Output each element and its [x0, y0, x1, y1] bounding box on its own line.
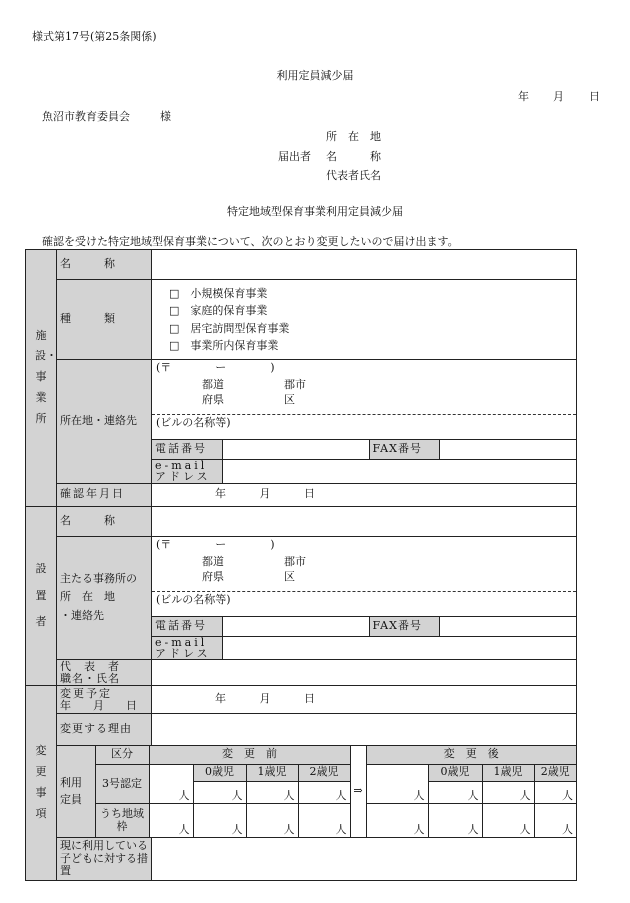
establisher-address-block	[152, 536, 577, 660]
checkbox-icon[interactable]: □	[169, 287, 180, 301]
confirm-date-field[interactable]: 年 月 日	[152, 483, 577, 506]
facility-email-label: e-mail アドレス	[152, 460, 222, 483]
checkbox-icon[interactable]: □	[169, 304, 180, 318]
recipient-suffix: 様	[160, 110, 171, 123]
form-number: 様式第17号(第25条関係)	[32, 30, 157, 43]
facility-contact-table	[152, 439, 576, 483]
submitter-label: 届出者	[278, 150, 311, 163]
before-age1-local[interactable]: 人	[246, 803, 298, 837]
facility-building-field[interactable]: (ビルの名称等)	[156, 416, 231, 429]
establisher-name-field[interactable]	[152, 506, 577, 536]
capacity-block	[57, 746, 577, 838]
row-local-label: うち地域枠	[95, 803, 149, 837]
before-age2-local[interactable]: 人	[298, 803, 350, 837]
measures-label: 現に利用している子どもに対する措置	[57, 838, 152, 881]
facility-fax-field[interactable]	[439, 440, 576, 460]
form-table	[25, 249, 577, 881]
establisher-rep-label: 代 表 者 職名・氏名	[57, 660, 152, 686]
capacity-table	[57, 746, 576, 837]
establisher-section-label: 設置者	[26, 506, 57, 686]
submitter-address-label: 所 在 地	[326, 130, 381, 143]
before-total-3go[interactable]: 人	[149, 764, 193, 803]
after-total-local[interactable]: 人	[366, 803, 428, 837]
facility-name-field[interactable]	[152, 250, 577, 280]
before-age1-label: 1歳児	[246, 764, 298, 781]
facility-type-options	[152, 280, 577, 360]
facility-type-label: 種 類	[57, 280, 152, 360]
confirm-date-label: 確認年月日	[57, 483, 152, 506]
change-date-label: 変更予定 年 月 日	[57, 686, 152, 714]
after-age0-label: 0歳児	[428, 764, 482, 781]
before-age2-label: 2歳児	[298, 764, 350, 781]
facility-tel-label: 電話番号	[152, 440, 222, 460]
change-reason-label: 変更する理由	[57, 714, 152, 746]
establisher-contact-table	[152, 616, 576, 660]
submitter-name-label: 名 称	[326, 150, 381, 163]
after-label: 変 更 後	[366, 746, 576, 764]
facility-address-label: 所在地・連絡先	[57, 360, 152, 484]
intro-text: 確認を受けた特定地域型保育事業について、次のとおり変更したいので届け出ます。	[42, 235, 459, 248]
facility-name-label: 名 称	[57, 250, 152, 280]
before-label: 変 更 前	[149, 746, 350, 764]
checkbox-icon[interactable]: □	[169, 338, 180, 352]
before-total-local[interactable]: 人	[149, 803, 193, 837]
kubun-label: 区分	[95, 746, 149, 764]
change-date-field[interactable]: 年 月 日	[152, 686, 577, 714]
row-3go-label: 3号認定	[95, 764, 149, 803]
subtitle: 特定地域型保育事業利用定員減少届	[227, 205, 403, 218]
capacity-label: 利用定員	[57, 746, 95, 837]
recipient: 魚沼市教育委員会	[42, 110, 130, 123]
establisher-name-label: 名 称	[57, 506, 152, 536]
date-day: 日	[589, 90, 600, 103]
arrow-icon: ⇒	[350, 746, 366, 837]
after-age2-label: 2歳児	[534, 764, 576, 781]
establisher-fax-field[interactable]	[439, 616, 576, 636]
after-age1-local[interactable]: 人	[482, 803, 534, 837]
type-option-home[interactable]: □ 家庭的保育事業	[169, 304, 268, 318]
before-age0-3go[interactable]: 人	[193, 781, 246, 803]
establisher-building-field[interactable]: (ビルの名称等)	[156, 592, 231, 606]
before-age2-3go[interactable]: 人	[298, 781, 350, 803]
establisher-address-field[interactable]: (〒 ー ) 都道 府県 郡市 区	[152, 537, 576, 592]
establisher-rep-field[interactable]	[152, 660, 577, 686]
change-section-label: 変更事項	[26, 686, 57, 881]
establisher-tel-label: 電話番号	[152, 616, 222, 636]
establisher-fax-label: FAX番号	[369, 616, 439, 636]
date-month: 月	[553, 90, 564, 103]
before-age0-label: 0歳児	[193, 764, 246, 781]
measures-field[interactable]	[152, 838, 577, 881]
before-age1-3go[interactable]: 人	[246, 781, 298, 803]
establisher-office-label: 主たる事務所の 所 在 地 ・連絡先	[57, 536, 152, 660]
checkbox-icon[interactable]: □	[169, 321, 180, 335]
facility-email-field[interactable]	[222, 460, 576, 483]
page-title: 利用定員減少届	[276, 69, 354, 82]
after-age2-3go[interactable]: 人	[534, 781, 576, 803]
after-age0-local[interactable]: 人	[428, 803, 482, 837]
establisher-tel-field[interactable]	[222, 616, 369, 636]
facility-address-field[interactable]: (〒 ー ) 都道 府県 郡市 区	[152, 360, 576, 415]
after-age1-label: 1歳児	[482, 764, 534, 781]
facility-section-label: 施設・事業所	[26, 250, 57, 507]
after-total-3go[interactable]: 人	[366, 764, 428, 803]
facility-address-block	[152, 360, 577, 484]
before-age0-local[interactable]: 人	[193, 803, 246, 837]
after-age1-3go[interactable]: 人	[482, 781, 534, 803]
facility-tel-field[interactable]	[222, 440, 369, 460]
facility-fax-label: FAX番号	[369, 440, 439, 460]
submitter-rep-label: 代表者氏名	[326, 169, 381, 182]
date-year: 年	[518, 90, 529, 103]
type-option-visit[interactable]: □ 居宅訪問型保育事業	[169, 321, 290, 335]
after-age2-local[interactable]: 人	[534, 803, 576, 837]
change-reason-field[interactable]	[152, 714, 577, 746]
after-age0-3go[interactable]: 人	[428, 781, 482, 803]
type-option-small[interactable]: □ 小規模保育事業	[169, 287, 268, 301]
type-option-workplace[interactable]: □ 事業所内保育事業	[169, 338, 279, 352]
establisher-email-label: e-mail アドレス	[152, 636, 222, 659]
establisher-email-field[interactable]	[222, 636, 576, 659]
